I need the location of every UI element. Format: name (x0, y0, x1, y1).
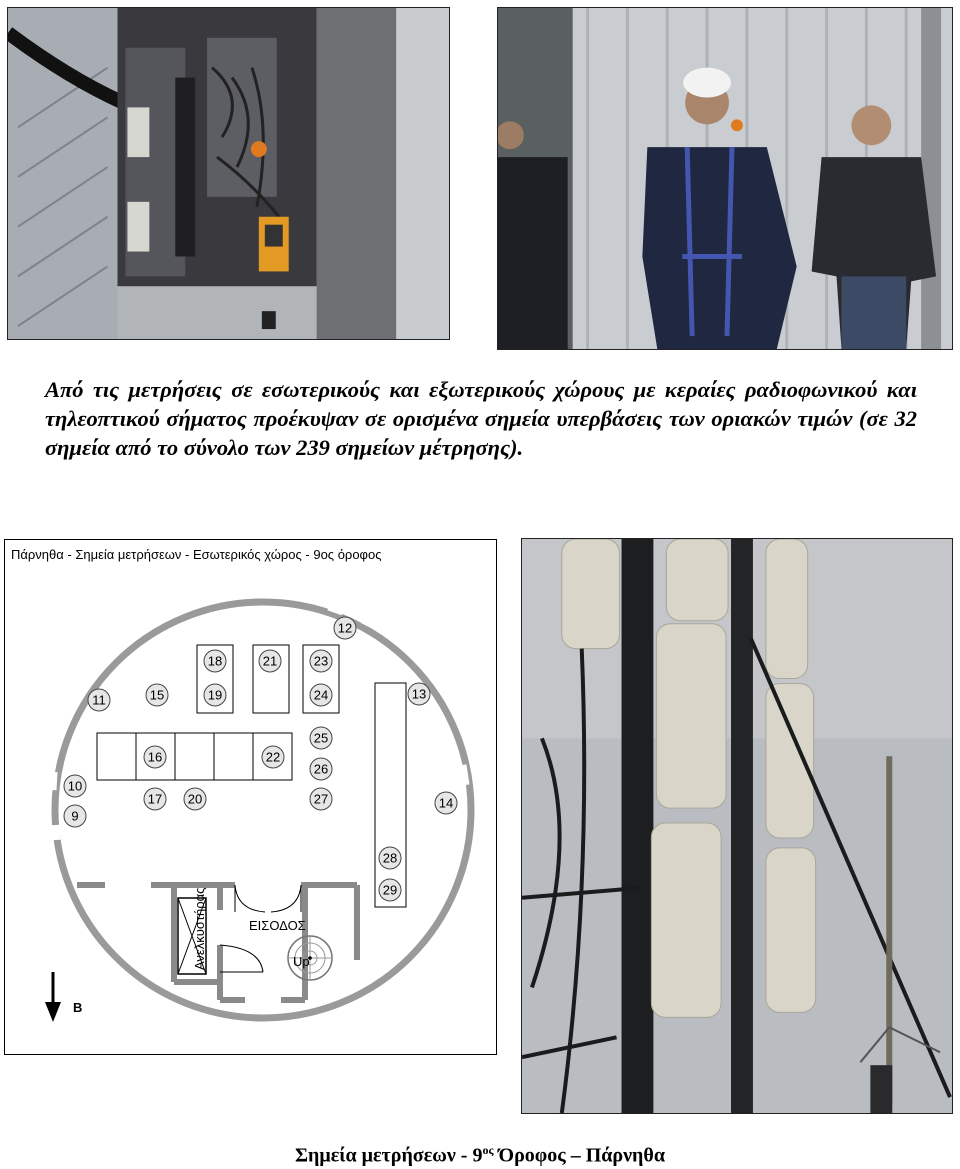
technicians-photo (497, 7, 953, 350)
measurement-point-label: 12 (337, 620, 353, 636)
measurement-point-label: 11 (92, 692, 106, 708)
measurement-point (334, 617, 356, 639)
measurement-point (379, 879, 401, 901)
plan-title: Πάρνηθα - Σημεία μετρήσεων - Εσωτερικός χώρος - 9ος όροφος (11, 547, 382, 562)
measurement-point-label: 18 (207, 653, 223, 669)
measurement-point-label: 27 (313, 791, 329, 807)
measurement-point-label: 13 (411, 686, 427, 702)
antenna-mast-photo (521, 538, 953, 1114)
footer-text: Σημεία μετρήσεων - 9 (294, 1144, 483, 1167)
footer-caption (0, 1143, 960, 1168)
footer-text-rest: Όροφος – Πάρνηθα (493, 1144, 666, 1167)
measurement-point (204, 684, 226, 706)
floor-plan-drawing (5, 540, 498, 1056)
measurement-point (204, 650, 226, 672)
measurement-point (310, 650, 332, 672)
measurement-point-label: 25 (313, 730, 329, 746)
floor-plan (4, 539, 497, 1055)
measurement-point-label: 19 (207, 687, 223, 703)
measurement-point-label: 14 (438, 795, 454, 811)
measurement-point (88, 689, 110, 711)
measurement-point-label: 10 (67, 778, 83, 794)
measurement-point (146, 684, 168, 706)
measurement-point (184, 788, 206, 810)
measurement-point (310, 758, 332, 780)
measurement-point-label: 21 (262, 653, 278, 669)
measurement-point-label: 15 (149, 687, 165, 703)
measurement-point-label: 20 (187, 791, 203, 807)
measurement-point-label: 26 (313, 761, 329, 777)
interior-walls (77, 885, 357, 1000)
stairs-up-label: Up (293, 954, 310, 969)
measurement-point (64, 775, 86, 797)
furniture (97, 645, 406, 907)
equipment-cabinet-photo (7, 7, 450, 340)
measurement-point-label: 9 (71, 808, 79, 824)
measurement-point (262, 746, 284, 768)
measurement-point-label: 16 (147, 749, 163, 765)
measurement-point (310, 788, 332, 810)
measurement-point-label: 23 (313, 653, 329, 669)
caption-paragraph: Από τις μετρήσεις σε εσωτερικούς και εξωτερικούς χώρους με κεραίες ραδιοφωνικού και τηλεοπτικού σήματος προέκυψαν σε ορισμένα σημεία υπερβάσεις των οριακών τιμών (σε 32 σημεία από το σύνολο των 239 σημείων μέτρησης). (45, 377, 917, 460)
measurement-point (408, 683, 430, 705)
entrance-label: ΕΙΣΟΔΟΣ (249, 918, 306, 933)
measurement-point (64, 805, 86, 827)
measurement-point (379, 847, 401, 869)
measurement-point-label: 22 (265, 749, 281, 765)
measurement-point (310, 684, 332, 706)
measurement-point (310, 727, 332, 749)
north-arrow-icon (45, 972, 61, 1022)
measurement-point (435, 792, 457, 814)
measurement-point-label: 29 (382, 882, 398, 898)
measurement-point (259, 650, 281, 672)
measurement-point (144, 746, 166, 768)
north-label: Β (73, 1000, 83, 1015)
footer-superscript: ος (482, 1143, 494, 1157)
elevator-label: Ανελκυστήρας (192, 887, 207, 970)
measurement-point-label: 17 (147, 791, 163, 807)
measurement-point-label: 28 (382, 850, 398, 866)
measurement-point (144, 788, 166, 810)
measurement-point-label: 24 (313, 687, 329, 703)
